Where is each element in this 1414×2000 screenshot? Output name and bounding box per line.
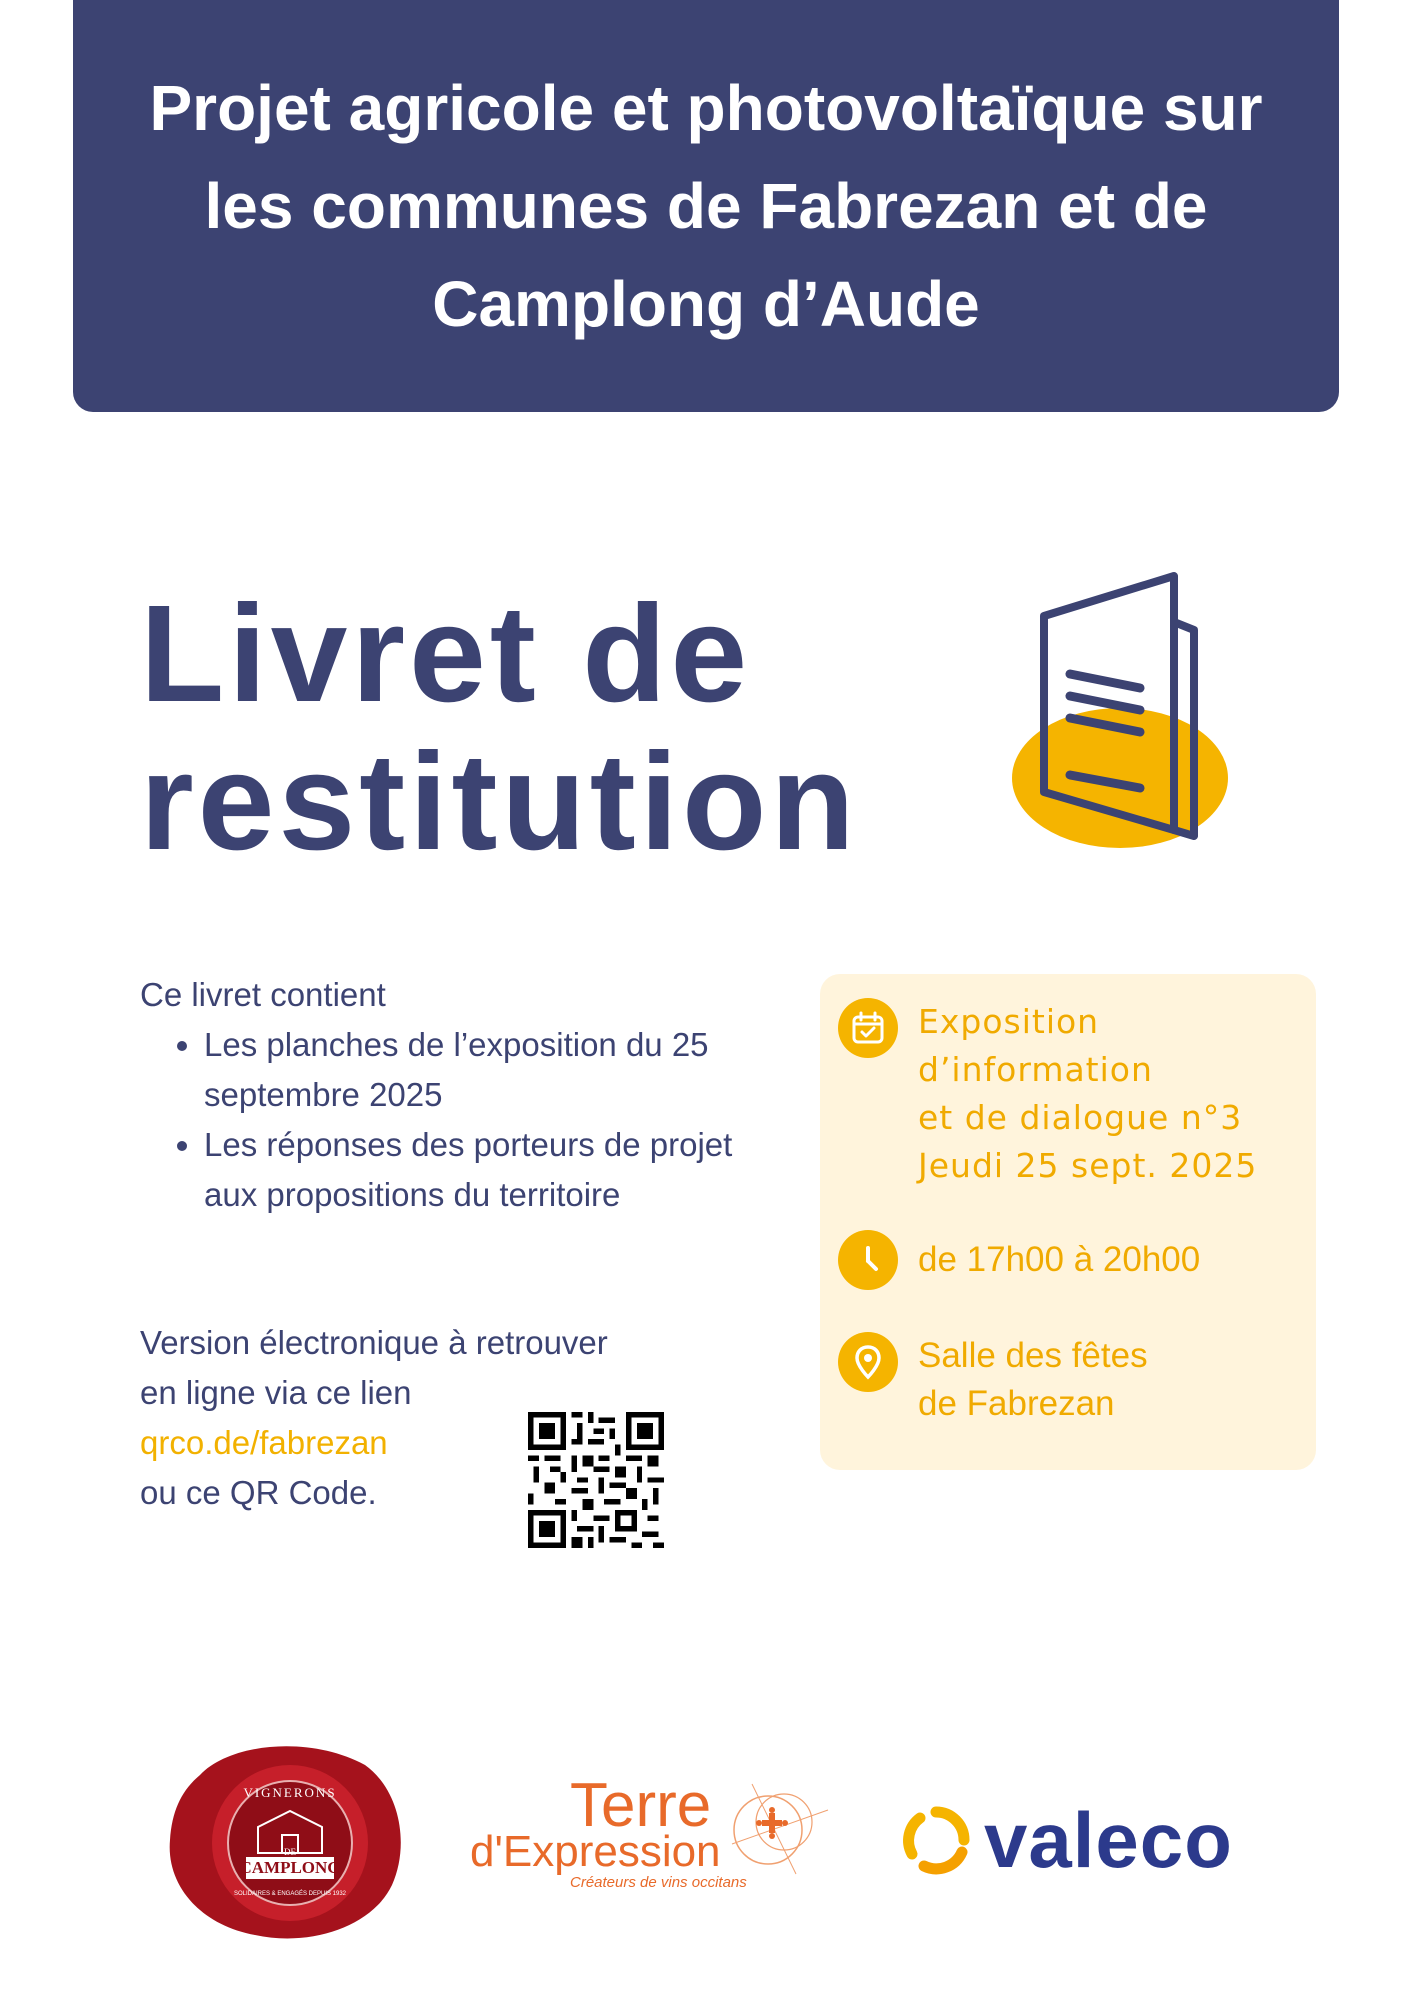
terre-d-expression-logo: [470, 1770, 840, 1910]
camplong-name: CAMPLONG: [239, 1858, 341, 1877]
event-info-card: [820, 974, 1316, 1470]
event-place-line-1: Salle des fêtes: [918, 1336, 1148, 1375]
main-title-line-2: restitution: [140, 725, 859, 879]
valeco-name: valeco: [984, 1796, 1233, 1884]
valeco-logo: [900, 1790, 1240, 1890]
list-item: • Les planches de l’exposition du 25 septembre 2025: [204, 1020, 740, 1120]
main-title: [140, 577, 859, 879]
main-title-line-1: Livret de: [140, 577, 752, 731]
terre-tagline: Créateurs de vins occitans: [570, 1874, 747, 1891]
booklet-icon: [1000, 560, 1240, 850]
event-title-line-3: et de dialogue n°3: [918, 1098, 1243, 1137]
event-time-row: [838, 1230, 1200, 1290]
camplong-top-text: VIGNERONS: [243, 1785, 337, 1800]
event-date-row: [838, 998, 1257, 1190]
occitan-cross-icon: [722, 1774, 832, 1884]
valeco-ring-icon: [900, 1804, 972, 1876]
contents-intro: Ce livret contient: [140, 976, 386, 1013]
event-time: de 17h00 à 20h00: [918, 1240, 1201, 1279]
calendar-icon: [838, 998, 898, 1058]
booklet-contents: [140, 970, 740, 1220]
vignerons-de-camplong-logo: [160, 1735, 410, 1945]
event-title: [918, 998, 1257, 1190]
qr-code[interactable]: [528, 1412, 664, 1548]
event-place: [918, 1332, 1148, 1428]
camplong-motto: SOLIDAIRES & ENGAGÉS DEPUIS 1932: [233, 1891, 347, 1897]
online-line-2: en ligne via ce lien: [140, 1374, 412, 1411]
clock-icon: [838, 1230, 898, 1290]
event-date: Jeudi 25 sept. 2025: [918, 1146, 1258, 1185]
list-item: • Les réponses des porteurs de projet aux propositions du territoire: [204, 1120, 740, 1220]
terre-word-1: Terre: [570, 1771, 712, 1840]
header-title: Projet agricole et photovoltaïque sur les communes de Fabrezan et de Camplong d’Aude: [149, 72, 1263, 340]
camplong-de: DE: [284, 1847, 296, 1857]
event-title-line-2: d’information: [918, 1050, 1153, 1089]
online-line-3: ou ce QR Code.: [140, 1474, 377, 1511]
location-pin-icon: [838, 1332, 898, 1392]
terre-word-2: d'Expression: [470, 1827, 721, 1876]
event-title-line-1: Exposition: [918, 1002, 1100, 1041]
event-place-row: [838, 1332, 1148, 1428]
contents-list: [140, 1020, 740, 1220]
online-line-1: Version électronique à retrouver: [140, 1324, 608, 1361]
online-link[interactable]: qrco.de/fabrezan: [140, 1424, 388, 1461]
event-place-line-2: de Fabrezan: [918, 1384, 1115, 1423]
header-band: [73, 0, 1339, 412]
